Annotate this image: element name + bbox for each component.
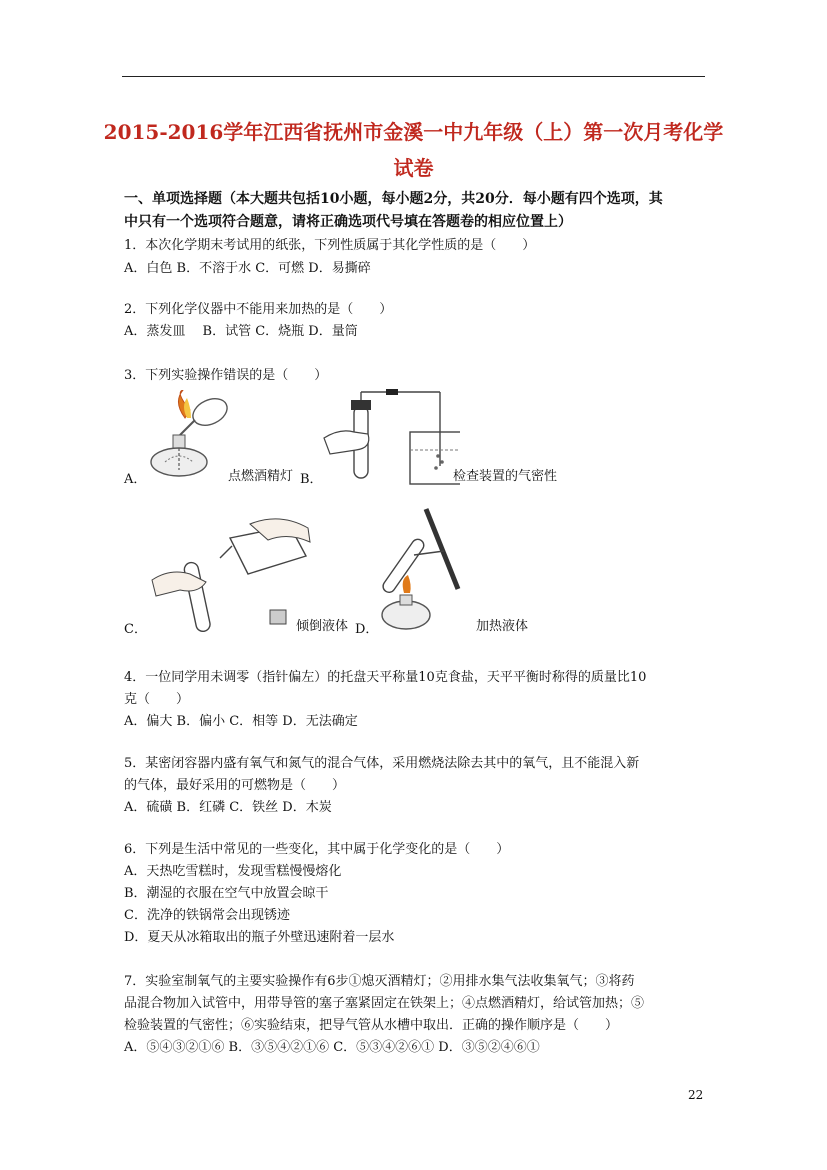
question-6: 6．下列是生活中常见的一些变化，其中属于化学变化的是（ ） — [124, 842, 510, 857]
option-c-caption: 倾倒液体 — [296, 619, 349, 634]
question-7-cont1: 品混合物加入试管中，用带导管的塞子塞紧固定在铁架上；④点燃酒精灯，给试管加热；⑤ — [124, 996, 645, 1011]
section-heading-cont: 中只有一个选项符合题意，请将正确选项代号填在答题卷的相应位置上） — [124, 214, 572, 230]
question-6-option-a: A．天热吃雪糕时，发现雪糕慢慢熔化 — [124, 864, 342, 879]
option-b-letter: B． — [300, 472, 323, 487]
heating-liquid-figure — [378, 505, 468, 635]
header-rule — [122, 76, 705, 77]
option-c-letter: C． — [124, 622, 147, 637]
question-2-options: A．蒸发皿 B．试管 C．烧瓶 D．量筒 — [124, 324, 358, 339]
option-b-caption: 检查装置的气密性 — [453, 469, 558, 484]
question-4: 4．一位同学用未调零（指针偏左）的托盘天平称量10克食盐，天平平衡时称得的质量比10 — [124, 670, 647, 685]
question-4-cont: 克（ ） — [124, 692, 190, 707]
option-a-caption: 点燃酒精灯 — [228, 469, 294, 484]
question-1: 1．本次化学期末考试用的纸张，下列性质属于其化学性质的是（ ） — [124, 238, 536, 253]
section-heading: 一、单项选择题（本大题共包括10小题，每小题2分，共20分．每小题有四个选项，其 — [124, 191, 663, 207]
question-3: 3．下列实验操作错误的是（ ） — [124, 368, 328, 383]
question-1-options: A．白色 B．不溶于水 C．可燃 D．易撕碎 — [124, 261, 371, 276]
option-d-letter: D． — [355, 622, 379, 637]
option-a-letter: A． — [124, 472, 147, 487]
question-7-cont2: 检验装置的气密性；⑥实验结束，把导气管从水槽中取出．正确的操作顺序是（ ） — [124, 1018, 619, 1033]
airtightness-figure — [320, 388, 460, 488]
question-6-option-d: D．夏天从冰箱取出的瓶子外壁迅速附着一层水 — [124, 930, 395, 945]
lamp-lighting-figure — [145, 390, 235, 485]
question-5: 5．某密闭容器内盛有氧气和氮气的混合气体，采用燃烧法除去其中的氧气，且不能混入新 — [124, 756, 640, 771]
question-2: 2．下列化学仪器中不能用来加热的是（ ） — [124, 302, 393, 317]
question-4-options: A．偏大 B．偏小 C．相等 D．无法确定 — [124, 714, 358, 729]
question-6-option-c: C．洗净的铁锅常会出现锈迹 — [124, 908, 290, 923]
exam-title: 2015-2016学年江西省抚州市金溪一中九年级（上）第一次月考化学 — [103, 120, 724, 144]
question-6-option-b: B．潮湿的衣服在空气中放置会晾干 — [124, 886, 329, 901]
option-d-caption: 加热液体 — [476, 619, 529, 634]
question-7: 7．实验室制氧气的主要实验操作有6步①熄灭酒精灯；②用排水集气法收集氧气；③将药 — [124, 974, 635, 989]
page-number: 22 — [688, 1088, 704, 1102]
question-7-options: A．⑤④③②①⑥ B．③⑤④②①⑥ C．⑤③④②⑥① D．③⑤②④⑥① — [124, 1040, 540, 1055]
exam-title-cont: 试卷 — [393, 156, 434, 180]
question-5-options: A．硫磺 B．红磷 C．铁丝 D．木炭 — [124, 800, 332, 815]
question-5-cont: 的气体，最好采用的可燃物是（ ） — [124, 778, 346, 793]
